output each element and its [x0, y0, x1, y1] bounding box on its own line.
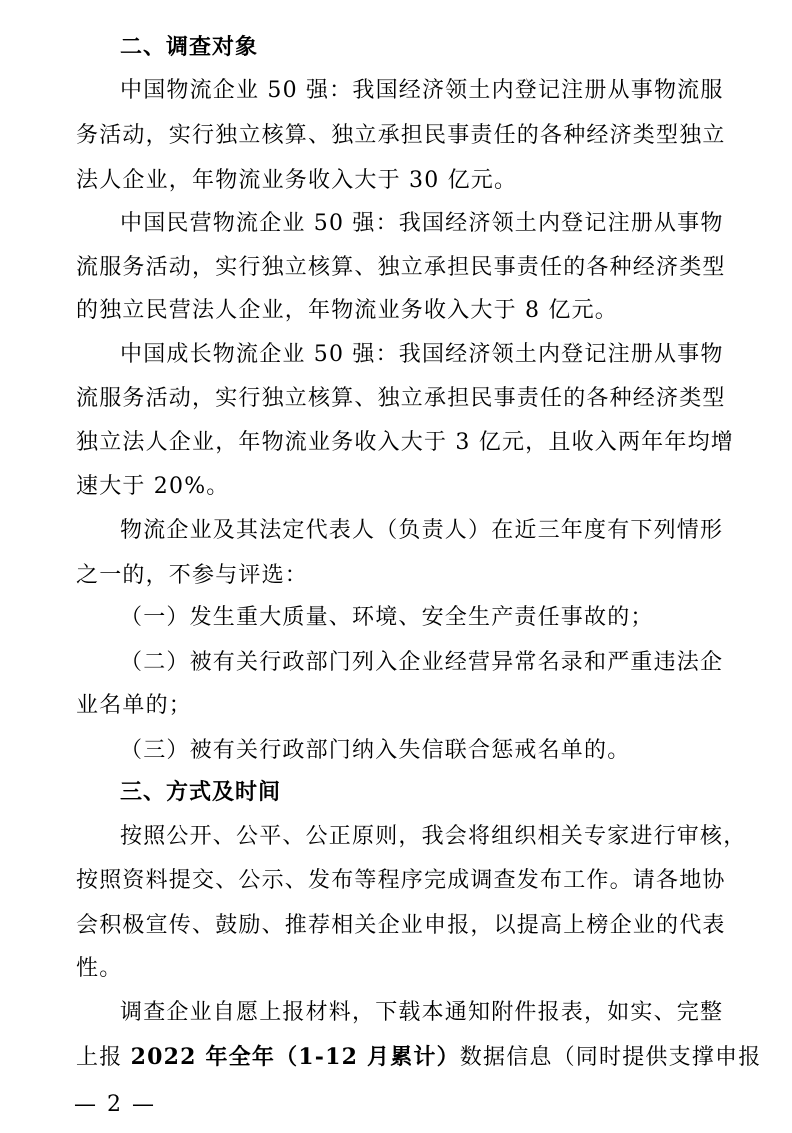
text-line: 之一的，不参与评选： — [76, 563, 309, 588]
text-line: 的独立民营法人企业，年物流业务收入大于 8 亿元。 — [76, 298, 618, 323]
exclusion-item-3: （三）被有关行政部门纳入失信联合惩戒名单的。 — [120, 738, 631, 763]
text-line: 速大于 20%。 — [76, 474, 230, 499]
text-line: 调查企业自愿上报材料，下载本通知附件报表，如实、完整 — [120, 1000, 724, 1025]
text-line: 按照公开、公平、公正原则，我会将组织相关专家进行审核， — [120, 824, 747, 849]
text-line-with-emphasis — [76, 1042, 762, 1072]
text-line: 按照资料提交、公示、发布等程序完成调查发布工作。请各地协 — [76, 868, 726, 893]
reporting-period-emphasis: 2022 年全年（1-12 月累计） — [130, 1044, 460, 1070]
text-line: 性。 — [76, 956, 123, 981]
text-line: 业名单的； — [76, 693, 193, 718]
text-line: （二）被有关行政部门列入企业经营异常名录和严重违法企 — [120, 650, 724, 675]
text-line: 中国民营物流企业 50 强：我国经济领土内登记注册从事物 — [120, 211, 724, 236]
text-line: 独立法人企业，年物流业务收入大于 3 亿元，且收入两年年均增 — [76, 430, 734, 455]
text-line: 中国成长物流企业 50 强：我国经济领土内登记注册从事物 — [120, 342, 724, 367]
exclusion-item-1: （一）发生重大质量、环境、安全生产责任事故的； — [120, 605, 654, 630]
text-line: 物流企业及其法定代表人（负责人）在近三年度有下列情形 — [120, 518, 724, 543]
page-number: — 2 — — [74, 1092, 156, 1117]
text-line: 中国物流企业 50 强：我国经济领土内登记注册从事物流服 — [120, 78, 724, 103]
text-line: 务活动，实行独立核算、独立承担民事责任的各种经济类型独立 — [76, 123, 726, 148]
text-line: 流服务活动，实行独立核算、独立承担民事责任的各种经济类型 — [76, 386, 726, 411]
section-heading-survey-targets: 二、调查对象 — [120, 35, 259, 60]
text-span: 上报 — [76, 1045, 131, 1070]
text-line: 流服务活动，实行独立核算、独立承担民事责任的各种经济类型 — [76, 255, 726, 280]
section-heading-method-and-time: 三、方式及时间 — [120, 780, 282, 805]
text-line: 会积极宣传、鼓励、推荐相关企业申报，以提高上榜企业的代表 — [76, 913, 726, 938]
text-line: 法人企业，年物流业务收入大于 30 亿元。 — [76, 168, 518, 193]
text-span: 数据信息（同时提供支撑申报 — [459, 1045, 762, 1070]
